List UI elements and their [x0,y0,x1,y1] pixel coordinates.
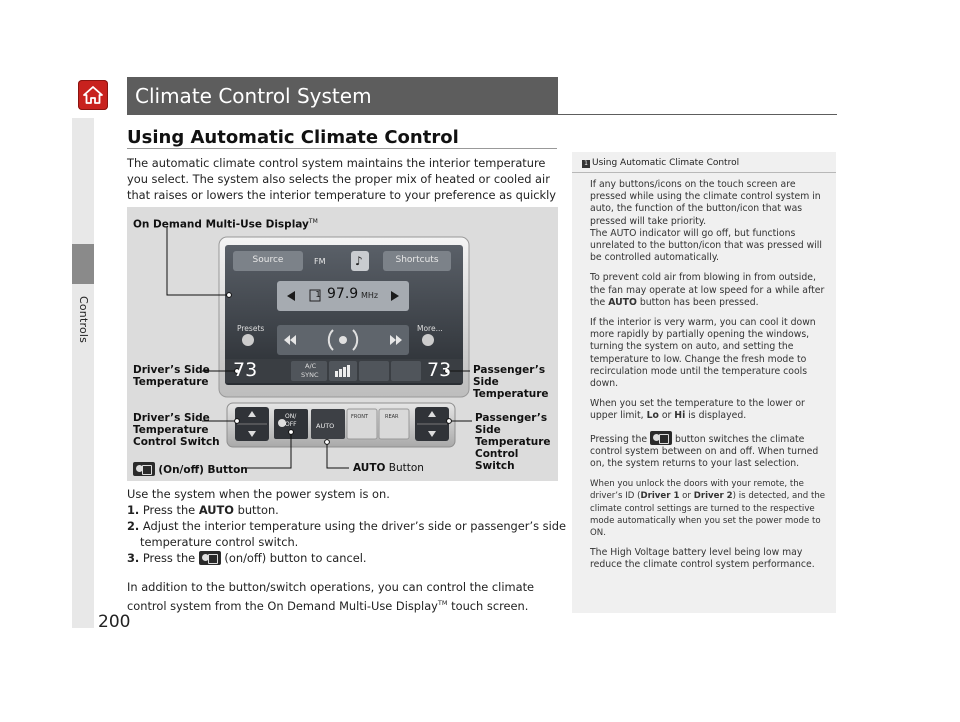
screen-temp-right: 73 [427,359,452,381]
callout-display: On Demand Multi-Use Display™ [133,218,318,231]
note-p5: Pressing the button switches the climate control system between on and off. When turned on, the system returns to your last selection. [582,431,826,471]
callout-onoff-button: (On/off) Button [133,462,248,476]
note-marker-icon: 1 [582,160,590,168]
note-p1b: The AUTO indicator will go off, but functions unrelated to the button/icon that was pressed will be controlled automatically. [590,227,822,264]
page-title [127,77,558,114]
callout-auto-button: AUTO Button [353,462,424,474]
note-p1: If any buttons/icons on the touch screen are pressed while using the climate control system in auto, the function of the button/icon that was pressed will take priority. [590,179,821,227]
onoff-button-icon [133,462,155,476]
note-rule [572,172,836,173]
step-2: 2. Adjust the interior temperature using the driver’s side or passenger’s side temperature control switch. [127,519,566,550]
screen-ac: A/C [305,362,317,370]
callout-passengers-temp: Passenger’s Side Temperature [473,364,549,400]
panel-off: OFF [285,421,297,428]
screen-fm: FM [314,257,326,266]
section-heading: Using Automatic Climate Control [127,127,459,148]
page-title-text: Climate Control System [135,83,372,108]
side-tab-marker [72,244,94,284]
climate-figure [127,207,558,481]
side-tab-label[interactable]: Controls [77,296,90,344]
panel-auto: AUTO [316,422,335,430]
panel-front: FRONT [351,414,369,420]
use-when-text: Use the system when the power system is on. [127,487,390,501]
step-3: 3. Press the (on/off) button to cancel. [127,551,367,565]
section-rule [127,148,557,149]
closing-paragraph: In addition to the button/switch operations, you can control the climate control system from the On Demand Multi-Use Display™ touch screen. [127,580,535,613]
home-icon [82,85,104,105]
title-rule [127,114,837,115]
screen-source: Source [252,255,284,265]
step-1: 1. Press the AUTO button. [127,503,279,517]
onoff-button-icon [199,551,221,565]
panel-on: ON/ [285,413,297,420]
screen-presets: Presets [237,324,265,333]
screen-more: More... [417,324,443,333]
note-p7: The High Voltage battery level being low may reduce the climate control system performance. [590,547,815,571]
side-tab-bar [72,118,94,244]
note-p2: To prevent cold air from blowing in from outside, the fan may operate at low speed for a while after the AUTO button has been pressed. [590,272,825,308]
note-p3: If the interior is very warm, you can cool it down more rapidly by partially opening the windows, turning the system on auto, and setting the temperature to low. Change the fresh mode to recirculation mode until the temperature cools down. [590,317,816,390]
screen-shortcuts: Shortcuts [395,255,439,265]
screen-preset-num: 1 [315,290,321,299]
music-note-icon: ♪ [355,254,363,268]
screen-freq-unit: MHz [361,291,379,300]
panel-rear: REAR [385,414,399,420]
note-box [572,152,836,613]
callout-passengers-switch: Passenger’s Side Temperature Control Switch [475,412,551,472]
intro-paragraph: The automatic climate control system maintains the interior temperature you select. The system also selects the proper mix of heated or cooled air that raises or lowers the interior temperature to your preference as quickly [127,156,557,203]
screen-sync: SYNC [301,371,319,379]
screen-frequency: 97.9 [327,286,359,302]
home-button[interactable] [78,80,108,110]
note-p4: When you set the temperature to the lower or upper limit, Lo or Hi is displayed. [590,398,805,422]
page-number: 200 [98,612,131,632]
callout-drivers-switch: Driver’s Side Temperature Control Switch [133,412,220,448]
callout-drivers-temp: Driver’s Side Temperature [133,364,210,388]
screen-temp-left: 73 [233,359,258,381]
note-header: 1 Using Automatic Climate Control [582,158,826,168]
note-p6: When you unlock the doors with your remote, the driver’s ID (Driver 1 or Driver 2) is detected, and the climate control settings are turned to the respective mode automatically when you set the power mode to ON. [590,479,826,539]
onoff-button-icon [650,431,672,445]
